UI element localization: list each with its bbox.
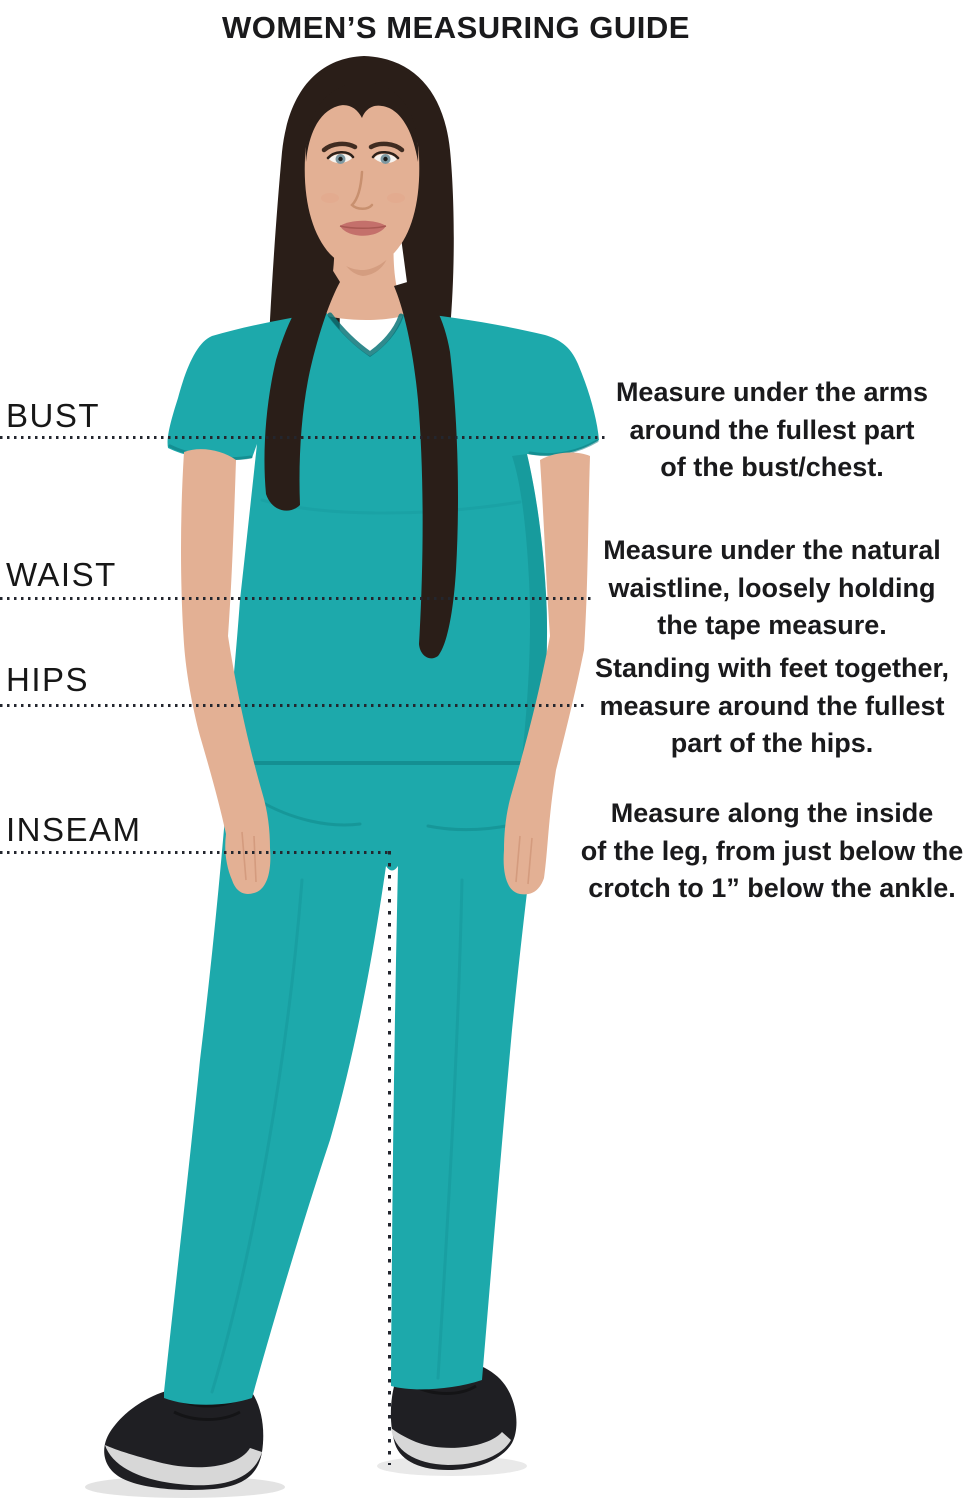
- desc-line: Measure under the arms: [615, 377, 929, 407]
- desc-line: Measure under the natural: [603, 535, 941, 565]
- desc-line: around the fullest part: [629, 414, 915, 445]
- measurement-label-bust: BUST: [6, 397, 101, 434]
- desc-line: waistline, loosely holding: [608, 572, 936, 603]
- desc-line: Standing with feet together,: [594, 653, 949, 683]
- desc-line: crotch to 1” below the ankle.: [588, 873, 956, 903]
- measurement-label-hips: HIPS: [6, 661, 90, 698]
- desc-line: part of the hips.: [670, 728, 874, 758]
- measurement-label-waist: WAIST: [6, 556, 117, 593]
- measurement-desc-hips: [568, 650, 976, 763]
- hips-dotted-line: [0, 704, 588, 707]
- page-title: WOMEN’S MEASURING GUIDE: [222, 10, 690, 45]
- inseam-vertical-dotted-line: [388, 851, 391, 1465]
- waist-dotted-line: [0, 597, 592, 600]
- measurement-desc-waist: [568, 532, 976, 645]
- measurement-label-inseam: INSEAM: [6, 811, 142, 848]
- inseam-dotted-line: [0, 851, 389, 854]
- desc-line: Measure along the inside: [610, 798, 934, 828]
- bust-dotted-line: [0, 436, 606, 439]
- measurement-desc-bust: [568, 374, 976, 487]
- desc-line: of the bust/chest.: [660, 452, 884, 482]
- measurement-desc-inseam: [568, 795, 976, 908]
- desc-line: of the leg, from just below the: [580, 835, 964, 866]
- desc-line: measure around the fullest: [599, 690, 945, 721]
- desc-line: the tape measure.: [657, 610, 887, 640]
